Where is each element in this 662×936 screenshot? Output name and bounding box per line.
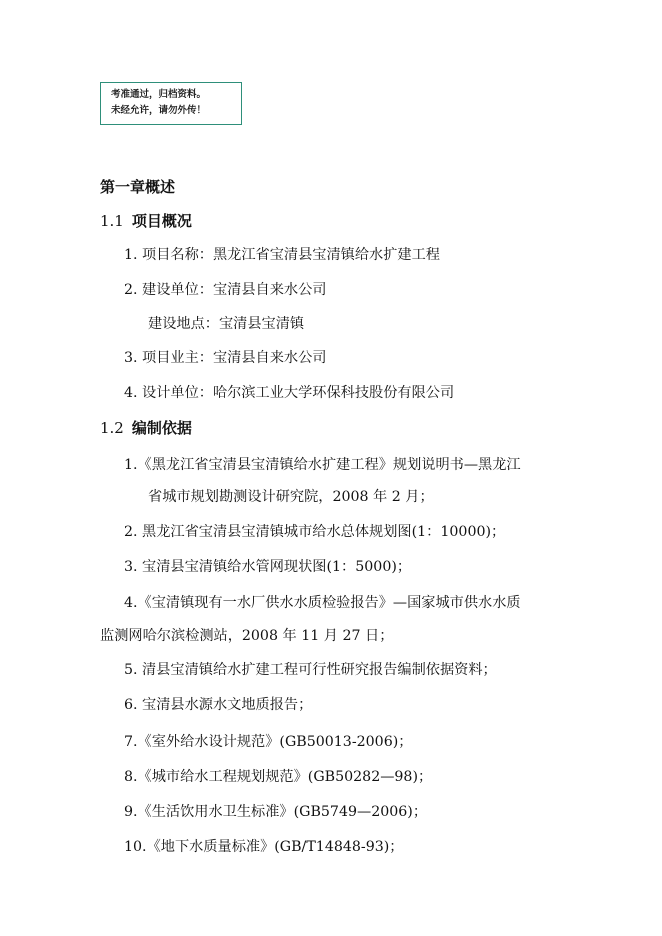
list-item: 2. 黑龙江省宝清县宝清镇城市给水总体规划图(1：10000)； (124, 524, 506, 540)
section-title: 编制依据 (131, 419, 192, 437)
list-item: 4. 设计单位：哈尔滨工业大学环保科技股份有限公司 (124, 385, 455, 401)
section-heading-1-2 (100, 417, 192, 438)
section-number: 1.2 (100, 419, 124, 437)
list-item: 4.《宝清镇现有一水厂供水水质检验报告》—国家城市供水水质 (124, 595, 521, 611)
approval-stamp (100, 82, 242, 125)
list-item: 8.《城市给水工程规划规范》(GB50282—98)； (124, 769, 433, 785)
list-item: 2. 建设单位：宝清县自来水公司 (124, 282, 327, 298)
list-item: 5. 清县宝清镇给水扩建工程可行性研究报告编制依据资料； (124, 662, 497, 678)
section-number: 1.1 (100, 212, 124, 230)
chapter-title: 第一章概述 (100, 178, 176, 196)
section-title: 项目概况 (131, 212, 192, 230)
stamp-line-2: 未经允许，请勿外传！ (111, 105, 207, 116)
list-item-continuation: 监测网哈尔滨检测站，2008 年 11 月 27 日； (100, 628, 394, 644)
list-item: 10.《地下水质量标准》(GB/T14848-93)； (124, 839, 404, 855)
list-item: 9.《生活饮用水卫生标准》(GB5749—2006)； (124, 804, 428, 820)
list-item: 3. 项目业主：宝清县自来水公司 (124, 350, 327, 366)
section-heading-1-1 (100, 210, 192, 231)
stamp-line-1: 考准通过，归档资料。 (111, 89, 207, 100)
list-item: 建设地点：宝清县宝清镇 (148, 316, 305, 332)
list-item-continuation: 省城市规划勘测设计研究院，2008 年 2 月； (148, 489, 434, 505)
list-item: 1. 项目名称：黑龙江省宝清县宝清镇给水扩建工程 (124, 247, 440, 263)
list-item: 1.《黑龙江省宝清县宝清镇给水扩建工程》规划说明书—黑龙江 (124, 457, 521, 473)
list-item: 7.《室外给水设计规范》(GB50013-2006)； (124, 734, 413, 750)
list-item: 3. 宝清县宝清镇给水管网现状图(1：5000)； (124, 559, 412, 575)
list-item: 6. 宝清县水源水文地质报告； (124, 697, 313, 713)
